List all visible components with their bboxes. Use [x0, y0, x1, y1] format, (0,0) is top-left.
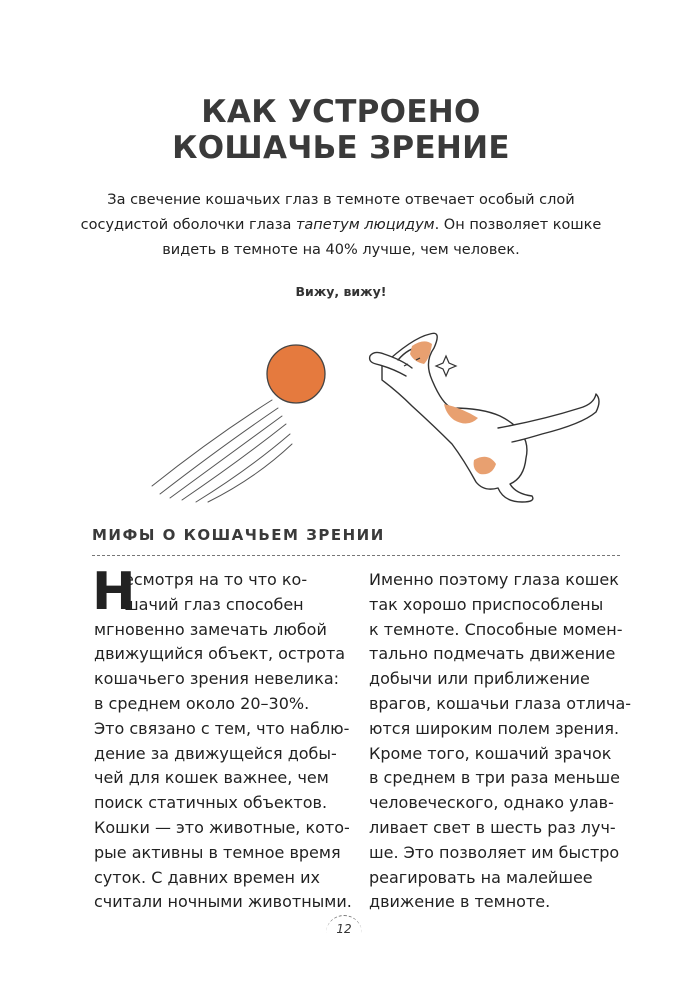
text-line: чей для кошек важнее, чем [94, 768, 329, 788]
text-line: дение за движущейся добы- [94, 743, 337, 763]
section-divider [92, 555, 620, 556]
title-line-1: КАК УСТРОЕНО [201, 94, 481, 130]
text-line: рые активны в темное время [94, 842, 341, 862]
intro-text: сосудистой оболочки глаза [80, 217, 296, 233]
text-line: движение в темноте. [369, 892, 551, 912]
text-line: считали ночными животными. [94, 892, 352, 912]
text-line: ются широким полем зрения. [369, 718, 620, 738]
text-line: так хорошо приспособлены [369, 594, 604, 614]
body-column-left [92, 562, 354, 915]
intro-text: . Он позволяет кошке [434, 217, 602, 233]
sparkle-icon [436, 356, 456, 376]
section-title: МИФЫ О КОШАЧЬЕМ ЗРЕНИИ [92, 526, 385, 544]
body-column-right [369, 568, 632, 915]
page-title [0, 94, 682, 166]
text-line: шачий глаз способен [124, 594, 304, 614]
text-line: поиск статичных объектов. [94, 793, 328, 813]
text-line: Именно поэтому глаза кошек [369, 570, 619, 589]
text-line: к темноте. Способные момен- [369, 619, 623, 639]
text-line: тально подмечать движение [369, 644, 616, 664]
page-number: 12 [326, 915, 362, 942]
text-line: ливает свет в шесть раз луч- [369, 817, 616, 837]
intro-line-3: видеть в темноте на 40% лучше, чем человек. [162, 242, 520, 258]
text-line: врагов, кошачьи глаза отлича- [369, 693, 632, 713]
text-line: мгновенно замечать любой [94, 619, 327, 639]
text-line: движущийся объект, острота [94, 644, 346, 664]
ball [267, 345, 325, 403]
speech-caption: Вижу, вижу! [295, 284, 387, 299]
text-line: ше. Это позволяет им быстро [369, 842, 620, 862]
text-line: Это связано с тем, что наблю- [94, 718, 350, 738]
intro-line-2 [80, 213, 602, 238]
drop-cap: Н [92, 562, 136, 622]
text-line: добычи или приближение [369, 669, 590, 689]
cat-illustration [112, 308, 602, 518]
text-line: в среднем около 20–30%. [94, 693, 310, 713]
intro-line-1: За свечение кошачьих глаз в темноте отвечает особый слой [107, 192, 575, 208]
text-line: суток. С давних времен их [94, 867, 320, 887]
cat [370, 333, 599, 502]
intro-term: тапетум люцидум [295, 217, 435, 233]
motion-lines [152, 400, 292, 502]
intro-paragraph [80, 188, 602, 263]
title-line-2: КОШАЧЬЕ ЗРЕНИЕ [172, 130, 510, 166]
text-line: кошачьего зрения невелика: [94, 669, 340, 689]
text-line: есмотря на то что ко- [124, 570, 308, 589]
text-line: Кошки — это животные, кото- [94, 817, 350, 837]
text-line: Кроме того, кошачий зрачок [369, 743, 612, 763]
text-line: в среднем в три раза меньше [369, 768, 620, 788]
text-line: реагировать на малейшее [369, 867, 593, 887]
text-line: человеческого, однако улав- [369, 793, 614, 813]
